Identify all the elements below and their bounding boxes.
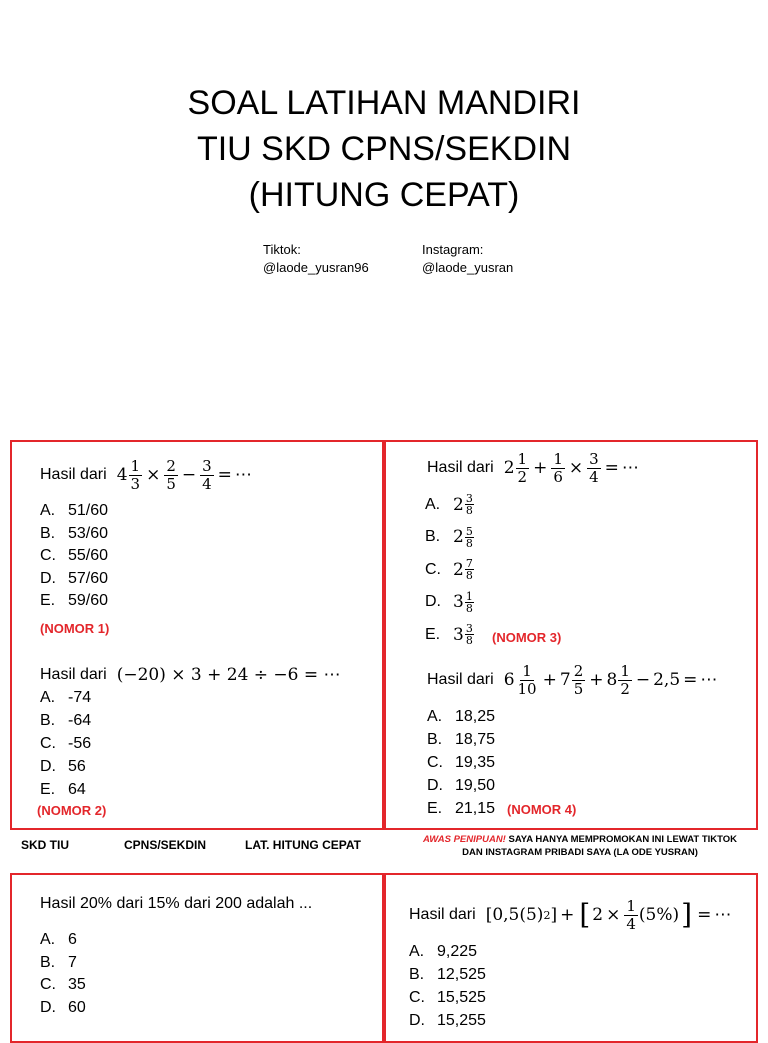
option-text: 15,255 [437,1012,486,1029]
option-text: 21,15 [455,800,496,817]
option-text: 19,35 [455,754,496,771]
question-6-expression: [0,5(5) 2 ] + [ 2 × $\frac{1}{4}$ (5%) ] = ⋯ [485,896,732,933]
option-whole: 2 [453,494,464,515]
option-text: 7 [68,953,77,971]
option-text: 60 [68,998,86,1016]
option-letter: A. [40,502,56,519]
q4-option [427,754,495,772]
option-denominator: 8 [465,504,473,517]
question-4-label: Hasil dari [427,671,494,688]
option-whole: 2 [453,527,464,547]
question-5-text: Hasil 20% dari 15% dari 200 adalah ... [40,895,313,912]
question-2-tag: (NOMOR 2) [37,803,107,818]
footer-lat-hitung-cepat: LAT. HITUNG CEPAT [245,838,361,852]
option-letter: D. [409,1012,425,1029]
option-letter: E. [40,592,56,609]
option-letter: C. [425,560,441,578]
question-2-label: Hasil dari [40,666,107,683]
option-text: 35 [68,976,86,993]
option-text: 12,525 [437,966,486,983]
option-denominator: 8 [465,569,473,582]
q4-option [427,731,495,749]
question-3 [427,444,639,492]
option-letter: E. [425,625,441,643]
option-letter: D. [427,777,443,794]
option-letter: C. [40,735,56,752]
q2-option [40,689,91,707]
option-text: 9,225 [437,943,478,960]
option-mixed-fraction [453,623,475,646]
title-line-1: SOAL LATIHAN MANDIRI [187,84,581,122]
instagram-handle: @laode_yusran [422,260,514,275]
option-text: 56 [68,758,86,775]
scam-warning [400,833,760,859]
option-text: 55/60 [68,547,109,564]
option-mixed-fraction [453,493,475,516]
option-letter: C. [427,754,443,771]
option-letter: E. [427,800,443,817]
q2-option [40,735,91,753]
question-6 [409,891,731,939]
q3-option [425,591,475,614]
q5-option [40,954,77,972]
question-1-tag: (NOMOR 1) [40,621,110,636]
option-letter: E. [40,781,56,798]
question-2-expression: (−20) × 3 + 24 ÷ −6 = ⋯ [116,665,341,685]
option-letter: D. [40,569,56,587]
option-letter: A. [40,689,56,706]
q2-option [40,758,86,776]
q1-option [40,525,108,543]
option-numerator: 3 [465,492,473,505]
q1-option [40,547,108,565]
q5-option [40,976,86,994]
option-letter: D. [40,758,56,775]
option-denominator: 8 [465,634,473,647]
instagram-label: Instagram: [422,242,484,257]
option-mixed-fraction [453,558,475,581]
option-mixed-fraction [453,591,475,614]
option-letter: A. [425,495,441,513]
question-5 [40,893,312,915]
question-4-tag: (NOMOR 4) [507,802,577,817]
option-letter: B. [40,524,56,542]
q3-option [425,623,475,646]
q6-option [409,966,486,984]
q5-option [40,999,86,1017]
option-whole: 3 [453,592,464,612]
footer-skd-tiu: SKD TIU [21,838,69,852]
option-letter: C. [40,547,56,564]
option-text: 59/60 [68,592,109,609]
footer-cpns-sekdin: CPNS/SEKDIN [124,838,207,852]
option-text: -64 [68,712,92,729]
scam-warning-text: SAYA HANYA MEMPROMOKAN INI LEWAT TIKTOK [505,834,738,845]
q3-option [425,493,475,516]
option-letter: A. [427,708,443,725]
option-text: -74 [68,689,92,706]
option-letter: C. [409,989,425,1006]
q6-option [409,989,486,1007]
question-1 [40,451,252,499]
option-text: 51/60 [68,502,109,519]
option-text: 53/60 [68,524,109,542]
option-text: 18,75 [455,731,496,748]
option-text: 57/60 [68,569,109,587]
tiktok-label: Tiktok: [263,242,301,257]
q5-option [40,931,77,949]
option-numerator: 1 [465,589,473,603]
option-letter: B. [409,966,425,983]
option-letter: D. [40,998,56,1016]
option-letter: B. [40,953,56,971]
option-letter: A. [409,943,425,960]
option-letter: B. [425,528,441,545]
q4-option [427,777,495,795]
q3-option [425,558,475,581]
question-1-label: Hasil dari [40,466,107,483]
tiktok-info [263,241,369,277]
option-letter: C. [40,976,56,993]
question-4-expression: 6 $\frac{1}{10}$ + 7 $\frac{2}{5}$ + 8 $\frac{1}{2}$ − 2,5 = ⋯ [503,661,718,698]
option-numerator: 7 [465,557,473,570]
option-denominator: 8 [465,601,473,615]
q4-option [427,708,495,726]
scam-warning-highlight: AWAS PENIPUAN! [422,834,506,845]
option-letter: D. [425,593,441,610]
question-3-tag: (NOMOR 3) [492,630,562,645]
option-numerator: 5 [465,524,473,538]
option-letter: B. [427,731,443,748]
option-denominator: 8 [465,536,473,550]
scam-warning-line-2: DAN INSTAGRAM PRIBADI SAYA (LA ODE YUSRAN) [462,847,698,858]
question-1-expression: 4 $\frac{1}{3}$ × $\frac{2}{5}$ − $\frac{3}{4}$ = ⋯ [116,456,252,493]
instagram-info [422,241,513,277]
q6-option [409,943,477,961]
q3-option [425,526,475,549]
option-text: 18,25 [455,708,496,725]
q1-option [40,502,108,520]
q4-option [427,800,495,818]
option-text: 19,50 [455,777,496,794]
option-mixed-fraction [453,526,475,549]
tiktok-handle: @laode_yusran96 [263,260,369,275]
q2-option [40,781,86,799]
q6-option [409,1012,486,1030]
question-3-expression: 2 $\frac{1}{2}$ + $\frac{1}{6}$ × $\frac{3}{4}$ = ⋯ [503,449,639,486]
option-whole: 3 [453,624,464,645]
option-whole: 2 [453,559,464,580]
q2-option [40,712,91,730]
option-text: -56 [68,735,92,752]
question-2 [40,662,341,688]
option-letter: A. [40,931,56,948]
question-4 [427,656,717,704]
q1-option [40,570,108,588]
title-line-2: TIU SKD CPNS/SEKDIN [196,130,572,168]
question-3-label: Hasil dari [427,459,494,476]
question-6-label: Hasil dari [409,906,476,923]
option-text: 15,525 [437,989,486,1006]
option-letter: B. [40,712,56,729]
q1-option [40,592,108,610]
option-text: 64 [68,781,86,798]
title-line-3: (HITUNG CEPAT) [248,176,520,214]
page-title [0,80,768,218]
option-text: 6 [68,931,77,948]
option-numerator: 3 [465,622,473,635]
